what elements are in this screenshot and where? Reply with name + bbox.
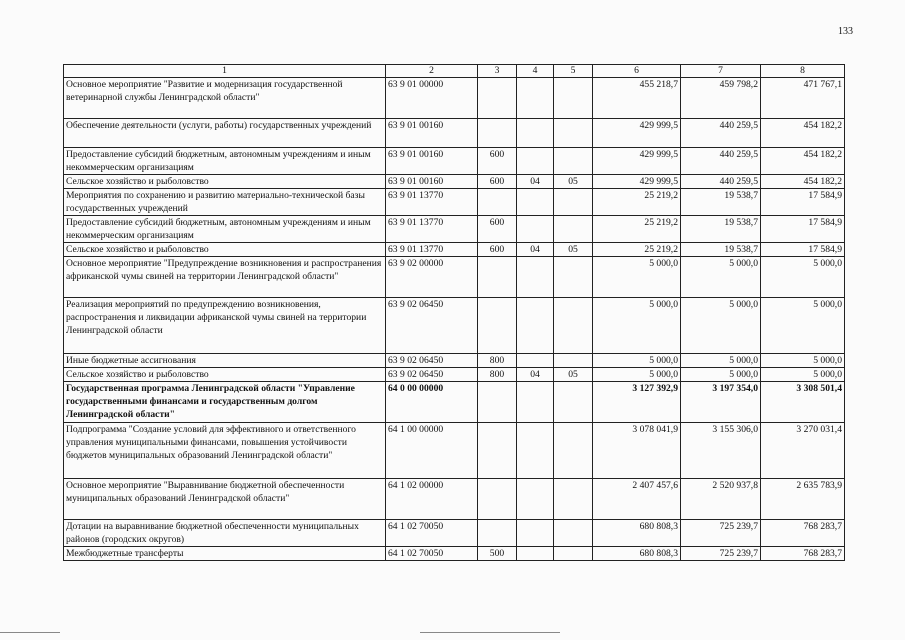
row-expense-type [478,119,517,148]
row-code: 63 9 01 00160 [386,148,478,175]
row-value-col6: 25 219,2 [593,189,681,216]
row-subsection [554,520,593,547]
row-value-col7: 725 239,7 [681,520,761,547]
row-section [517,148,554,175]
table-row [64,78,845,119]
row-name: Межбюджетные трансферты [64,547,386,561]
table-row [64,298,845,354]
row-value-col8: 2 635 783,9 [761,479,845,520]
table-row [64,243,845,257]
page-number: 133 [838,26,853,37]
row-subsection [554,119,593,148]
row-code: 63 9 01 13770 [386,189,478,216]
row-expense-type: 800 [478,368,517,382]
scan-edge-line [0,632,60,633]
row-value-col6: 2 407 457,6 [593,479,681,520]
row-value-col6: 455 218,7 [593,78,681,119]
row-section [517,382,554,423]
row-subsection: 05 [554,175,593,189]
row-subsection [554,354,593,368]
budget-table [63,64,845,561]
row-code: 64 1 02 70050 [386,547,478,561]
row-expense-type [478,423,517,479]
table-row [64,479,845,520]
row-subsection [554,257,593,298]
row-subsection [554,148,593,175]
row-subsection [554,216,593,243]
row-value-col8: 3 270 031,4 [761,423,845,479]
row-name: Иные бюджетные ассигнования [64,354,386,368]
row-value-col6: 25 219,2 [593,243,681,257]
row-value-col8: 17 584,9 [761,189,845,216]
row-subsection [554,189,593,216]
row-value-col7: 440 259,5 [681,175,761,189]
row-value-col7: 19 538,7 [681,243,761,257]
header-col-4: 4 [517,65,554,78]
row-section [517,479,554,520]
row-code: 64 0 00 00000 [386,382,478,423]
row-value-col8: 5 000,0 [761,368,845,382]
row-code: 63 9 01 00160 [386,119,478,148]
row-subsection [554,423,593,479]
row-value-col7: 19 538,7 [681,189,761,216]
header-row [64,65,845,78]
row-expense-type: 600 [478,216,517,243]
row-expense-type: 500 [478,547,517,561]
row-value-col8: 454 182,2 [761,175,845,189]
row-expense-type [478,298,517,354]
row-subsection [554,547,593,561]
row-value-col6: 25 219,2 [593,216,681,243]
row-value-col8: 471 767,1 [761,78,845,119]
row-value-col7: 440 259,5 [681,119,761,148]
row-expense-type [478,479,517,520]
table-row [64,354,845,368]
row-name: Обеспечение деятельности (услуги, работы) государственных учреждений [64,119,386,148]
row-value-col8: 5 000,0 [761,257,845,298]
row-subsection: 05 [554,243,593,257]
row-section: 04 [517,243,554,257]
row-subsection: 05 [554,368,593,382]
row-value-col7: 459 798,2 [681,78,761,119]
row-value-col8: 5 000,0 [761,354,845,368]
table-row [64,257,845,298]
row-name: Дотации на выравнивание бюджетной обеспеченности муниципальных районов (городских округов) [64,520,386,547]
row-code: 63 9 02 06450 [386,298,478,354]
header-col-1: 1 [64,65,386,78]
table-row [64,189,845,216]
row-section: 04 [517,175,554,189]
row-value-col8: 454 182,2 [761,148,845,175]
row-name: Основное мероприятие "Выравнивание бюджетной обеспеченности муниципальных образований Ленинградской области" [64,479,386,520]
table-row [64,175,845,189]
table-row [64,368,845,382]
row-code: 63 9 02 06450 [386,368,478,382]
row-section [517,257,554,298]
row-code: 63 9 01 13770 [386,243,478,257]
row-section [517,547,554,561]
row-value-col8: 768 283,7 [761,520,845,547]
row-section [517,298,554,354]
row-section [517,78,554,119]
header-col-2: 2 [386,65,478,78]
row-subsection [554,382,593,423]
row-value-col6: 5 000,0 [593,354,681,368]
row-name: Сельское хозяйство и рыболовство [64,175,386,189]
row-expense-type [478,189,517,216]
row-value-col6: 5 000,0 [593,257,681,298]
row-expense-type [478,382,517,423]
row-value-col7: 5 000,0 [681,368,761,382]
scan-edge-line [420,632,560,633]
table-row [64,423,845,479]
row-code: 63 9 01 00000 [386,78,478,119]
row-name: Основное мероприятие "Предупреждение возникновения и распространения африканской чумы свиней на территории Ленинградской области" [64,257,386,298]
row-name: Предоставление субсидий бюджетным, автономным учреждениям и иным некоммерческим организациям [64,148,386,175]
row-expense-type: 800 [478,354,517,368]
row-name: Реализация мероприятий по предупреждению возникновения, распространения и ликвидации африканской чумы свиней на территории Ленинградской области [64,298,386,354]
row-value-col6: 680 808,3 [593,520,681,547]
table-row [64,148,845,175]
row-value-col6: 680 808,3 [593,547,681,561]
row-value-col6: 5 000,0 [593,368,681,382]
row-value-col6: 5 000,0 [593,298,681,354]
row-value-col7: 5 000,0 [681,298,761,354]
row-name: Мероприятия по сохранению и развитию материально-технической базы государственных учреждений [64,189,386,216]
row-expense-type: 600 [478,148,517,175]
row-value-col8: 3 308 501,4 [761,382,845,423]
row-subsection [554,298,593,354]
row-expense-type [478,257,517,298]
row-value-col8: 17 584,9 [761,243,845,257]
row-value-col7: 3 197 354,0 [681,382,761,423]
row-value-col7: 440 259,5 [681,148,761,175]
row-code: 64 1 02 70050 [386,520,478,547]
row-name: Сельское хозяйство и рыболовство [64,368,386,382]
header-col-8: 8 [761,65,845,78]
row-value-col8: 5 000,0 [761,298,845,354]
row-name: Государственная программа Ленинградской области "Управление государственными финансами и государственным долгом Ленинградской области" [64,382,386,423]
row-section [517,189,554,216]
row-expense-type [478,520,517,547]
row-value-col7: 725 239,7 [681,547,761,561]
row-code: 63 9 02 06450 [386,354,478,368]
row-expense-type: 600 [478,243,517,257]
row-code: 63 9 01 13770 [386,216,478,243]
row-name: Основное мероприятие "Развитие и модернизация государственной ветеринарной службы Ленинградской области" [64,78,386,119]
table-row [64,119,845,148]
row-section: 04 [517,368,554,382]
row-value-col7: 3 155 306,0 [681,423,761,479]
row-section [517,119,554,148]
row-name: Сельское хозяйство и рыболовство [64,243,386,257]
row-name: Подпрограмма "Создание условий для эффективного и ответственного управления муниципальными финансами, повышения устойчивости бюджетов муниципальных образований Ленинградской области" [64,423,386,479]
row-section [517,520,554,547]
row-name: Предоставление субсидий бюджетным, автономным учреждениям и иным некоммерческим организациям [64,216,386,243]
row-subsection [554,78,593,119]
row-value-col7: 5 000,0 [681,257,761,298]
row-value-col6: 3 127 392,9 [593,382,681,423]
header-col-3: 3 [478,65,517,78]
row-subsection [554,479,593,520]
row-value-col8: 17 584,9 [761,216,845,243]
header-col-7: 7 [681,65,761,78]
header-col-6: 6 [593,65,681,78]
table-row [64,216,845,243]
row-value-col6: 429 999,5 [593,175,681,189]
header-col-5: 5 [554,65,593,78]
row-section [517,354,554,368]
row-code: 63 9 01 00160 [386,175,478,189]
row-value-col7: 2 520 937,8 [681,479,761,520]
row-value-col6: 3 078 041,9 [593,423,681,479]
row-code: 64 1 00 00000 [386,423,478,479]
row-value-col7: 5 000,0 [681,354,761,368]
table-row [64,382,845,423]
row-value-col8: 454 182,2 [761,119,845,148]
table-row [64,547,845,561]
row-section [517,423,554,479]
row-value-col8: 768 283,7 [761,547,845,561]
row-code: 64 1 02 00000 [386,479,478,520]
row-value-col6: 429 999,5 [593,119,681,148]
row-value-col6: 429 999,5 [593,148,681,175]
table-row [64,520,845,547]
row-expense-type: 600 [478,175,517,189]
row-expense-type [478,78,517,119]
row-value-col7: 19 538,7 [681,216,761,243]
row-code: 63 9 02 00000 [386,257,478,298]
row-section [517,216,554,243]
